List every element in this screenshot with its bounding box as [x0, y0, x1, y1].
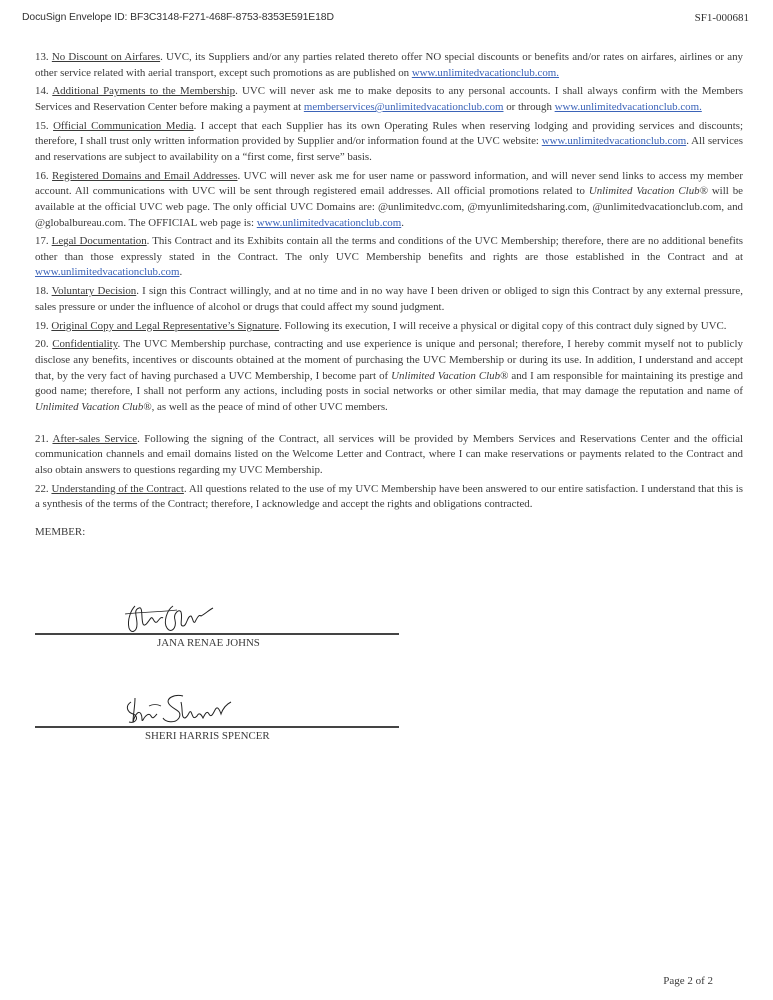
clause-16 [35, 169, 743, 231]
clause-text: . UVC will never ask me to make deposits to any personal accounts. I shall always confirm with the Members Services and Reservation Center before making a payment at [35, 85, 743, 113]
clause-number: 20. [35, 338, 49, 351]
signature-block-1 [35, 600, 399, 660]
clause-title: Additional Payments to the Membership [52, 85, 236, 98]
clause-text: . This Contract and its Exhibits contain all the terms and conditions of the UVC Membership; therefore, there are no additional benefits other than those expressly stated in the Contract. The only UVC Membership benefits and rights are those established in the Contract and at [35, 235, 743, 263]
clause-21 [35, 432, 743, 479]
email-link[interactable]: memberservices@unlimitedvacationclub.com [303, 100, 504, 113]
document-code: SF1-000681 [694, 12, 749, 24]
signature-block-2 [35, 692, 399, 752]
signature-line [35, 633, 399, 635]
clause-14 [35, 84, 743, 115]
club-name: Unlimited Vacation Club® [588, 185, 708, 198]
clause-number: 17. [35, 235, 49, 248]
clause-text: . All services and reservations are subject to availability on a “first come, first serve” basis. [35, 135, 743, 163]
clause-number: 14. [35, 85, 49, 98]
clause-text: . Following its execution, I will receive a physical or digital copy of this contract duly signed by UVC. [279, 319, 727, 332]
clause-text: . All questions related to the use of my UVC Membership have been answered to our entire satisfaction. I understand that this is a synthesis of the terms of the Contract; therefore, I acknowledge and accept the rights and obligations contracted. [35, 482, 744, 511]
clause-20 [35, 337, 743, 415]
clause-title: Understanding of the Contract [51, 482, 184, 495]
clause-13 [35, 50, 743, 81]
clause-title: Original Copy and Legal Representative’s Signature [51, 319, 280, 332]
signer-name: JANA RENAE JOHNS [157, 637, 260, 649]
page-number: Page 2 of 2 [663, 975, 713, 987]
clause-15 [35, 119, 743, 166]
website-link[interactable]: www.unlimitedvacationclub.com [256, 216, 402, 229]
signer-name: SHERI HARRIS SPENCER [145, 730, 270, 742]
clause-title: Legal Documentation [51, 235, 147, 248]
signature-line [35, 726, 399, 728]
clause-text: or through [503, 100, 555, 113]
website-link[interactable]: www.unlimitedvacationclub.com. [554, 100, 702, 113]
club-name: Unlimited Vacation Club® [391, 369, 509, 382]
clause-number: 19. [35, 319, 49, 332]
clause-title: No Discount on Airfares [51, 51, 161, 63]
member-label: MEMBER: [35, 525, 86, 538]
spacer [35, 419, 743, 432]
clause-text: . Following the signing of the Contract, all services will be provided by Members Services and Reservations Center and the official communication channels and email domains listed on the Welcome Letter and Contract, where I can make reservations or payments related to the Contract and also obtain answers to questions regarding my UVC Membership. [35, 432, 744, 476]
club-name: Unlimited Vacation Club® [35, 400, 152, 413]
website-link[interactable]: www.unlimitedvacationclub.com [35, 266, 180, 279]
signature-image [121, 600, 216, 636]
contract-body [35, 50, 743, 540]
clause-number: 21. [35, 432, 49, 445]
signature-image [121, 692, 236, 728]
website-link[interactable]: www.unlimitedvacationclub.com. [411, 66, 560, 79]
clause-18 [35, 284, 743, 315]
clause-text: . I sign this Contract willingly, and at no time and in no way have I been driven or obliged to sign this Contract by any external pressure, sales pressure or under the influence of alcohol or drugs that could affect my sound judgment. [35, 285, 743, 313]
clause-text: . The UVC Membership purchase, contracting and use experience is unique and personal; therefore, I hereby commit myself not to publicly disclose any benefits, incentives or discounts obtained at the moment of purchasing the UVC Membership or during its use. In addition, I understand and accept that, by the very fact of having purchased a UVC Membership, I become part of [35, 338, 743, 382]
envelope-id: DocuSign Envelope ID: BF3C3148-F271-468F-8753-8353E591E18D [22, 12, 334, 23]
clause-19 [35, 319, 743, 335]
website-link[interactable]: www.unlimitedvacationclub.com [541, 135, 687, 148]
clause-title: After-sales Service [52, 432, 138, 445]
clause-text: . [179, 266, 183, 279]
clause-22 [35, 482, 743, 513]
clause-17 [35, 234, 743, 281]
clause-number: 18. [35, 285, 49, 298]
clause-text: . UVC will never ask me for user name or password information, and will never send links to access my member account. All communications with UVC will be sent through registered email addresses. All official promotions related to [35, 169, 743, 198]
clause-text: and I am responsible for maintaining its prestige and good name; therefore, I shall not perform any actions, including posts in social networks or other similar media, that may damage the reputation and name of [35, 369, 743, 398]
clause-title: Voluntary Decision [51, 285, 137, 298]
clause-number: 15. [35, 119, 49, 132]
clause-text: . UVC, its Suppliers and/or any parties related thereto offer NO special discounts or benefits and/or rates on airfares, airlines or any other service related with aerial transport, except such promotions as are published on [35, 51, 743, 79]
clause-number: 16. [35, 169, 49, 182]
clause-title: Registered Domains and Email Addresses [52, 169, 238, 182]
clause-text: , as well as the peace of mind of other UVC members. [151, 400, 388, 413]
clause-title: Confidentiality [52, 338, 118, 351]
clause-text: will be available at the official UVC web page. The only official UVC Domains are: @unlimitedvc.com, @myunlimitedsharing.com, @unlimitedvacationclub.com, and @globalbureau.com. The OFFICIAL web page is: [35, 185, 743, 229]
clause-number: 13. [35, 51, 49, 63]
clause-text: . I accept that each Supplier has its own Operating Rules when reserving lodging and providing services and discounts; therefore, I shall trust only written information provided by Supplier and/or information found at the UVC website: [35, 119, 743, 148]
clause-title: Official Communication Media [53, 119, 194, 132]
clause-number: 22. [35, 482, 49, 495]
clause-text: . [401, 216, 404, 229]
